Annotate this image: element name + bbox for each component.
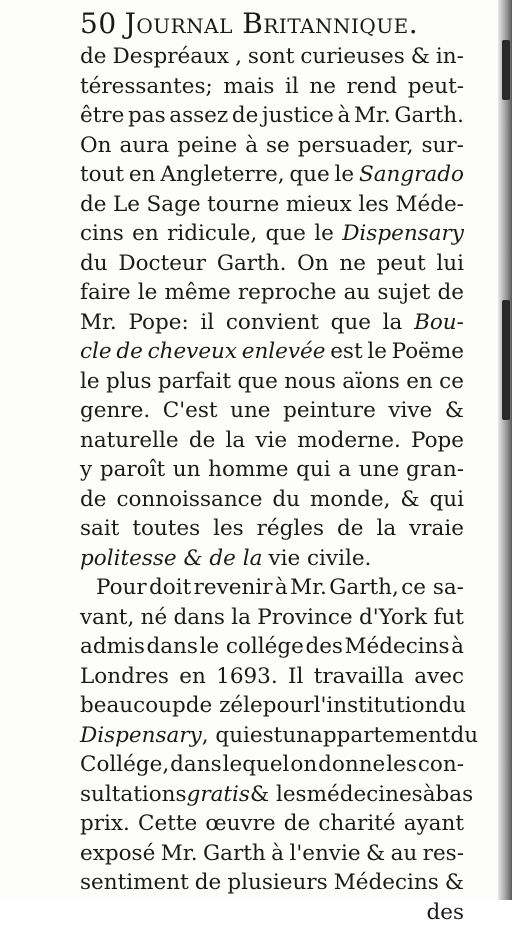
- text-line: [80, 278, 464, 308]
- word: du: [438, 691, 466, 721]
- word: Province: [257, 603, 352, 633]
- word: Il: [288, 662, 303, 692]
- page-header: [80, 6, 480, 42]
- word: d'York: [359, 603, 427, 633]
- text-line: [80, 632, 464, 662]
- text-line: [80, 160, 464, 190]
- word: rend: [347, 72, 398, 102]
- word: ayant: [404, 809, 464, 839]
- italic-word: enlevée: [242, 337, 326, 367]
- word: bas: [436, 780, 474, 810]
- italic-word: cheveux: [148, 337, 237, 367]
- text-line: [80, 780, 464, 810]
- word: né: [141, 603, 168, 633]
- word: des: [305, 632, 343, 662]
- word: dans: [146, 632, 197, 662]
- word: doit: [149, 573, 191, 603]
- word: &: [445, 396, 464, 426]
- word: moderne.: [297, 426, 401, 456]
- italic-word: de: [116, 337, 143, 367]
- word: plus: [106, 367, 152, 397]
- word: les: [358, 190, 389, 220]
- word: exposé: [80, 839, 155, 869]
- word: en: [406, 367, 433, 397]
- gutter-mark: [502, 300, 510, 420]
- word: paroît: [100, 455, 165, 485]
- word: la: [231, 603, 251, 633]
- word: le: [80, 367, 100, 397]
- word: que: [331, 308, 371, 338]
- word: ce: [439, 367, 464, 397]
- word: Mr.: [290, 573, 327, 603]
- word: On: [297, 249, 328, 279]
- word: Médecins: [334, 868, 439, 898]
- word: avec: [414, 662, 464, 692]
- word: on: [290, 750, 317, 780]
- word: vie civile.: [268, 544, 371, 574]
- italic-word: Dispensary: [342, 219, 464, 249]
- word: en: [179, 662, 206, 692]
- word: être: [80, 101, 124, 131]
- word: travailla: [314, 662, 404, 692]
- word: charité: [318, 809, 395, 839]
- word: à: [337, 101, 350, 131]
- word: Garth,: [329, 573, 399, 603]
- word: monde,: [310, 485, 391, 515]
- word: curieuses: [300, 42, 404, 72]
- word: Garth.: [394, 101, 464, 131]
- italic-word: Bou-: [414, 308, 464, 338]
- word: la: [225, 426, 245, 456]
- word: vraie: [409, 514, 464, 544]
- word: les: [386, 750, 417, 780]
- word: &: [400, 485, 419, 515]
- word: Mr.: [80, 308, 117, 338]
- word: justice: [262, 101, 334, 131]
- word: ,: [235, 42, 242, 72]
- word: & les: [250, 780, 307, 810]
- word: &: [411, 42, 430, 72]
- word: régles: [257, 514, 324, 544]
- word: médecines: [307, 780, 423, 810]
- text-line: [80, 367, 464, 397]
- word: de zéle: [186, 691, 263, 721]
- word: Angleterre,: [160, 160, 284, 190]
- word: naturelle: [80, 426, 179, 456]
- word: a: [338, 455, 351, 485]
- word: une: [230, 396, 270, 426]
- word: beaucoup: [80, 691, 186, 721]
- text-line: [80, 337, 464, 367]
- word: mieux: [286, 190, 352, 220]
- text-line: [80, 662, 464, 692]
- word: Docteur: [118, 249, 206, 279]
- page-number: 50: [80, 7, 117, 40]
- word: est: [250, 721, 282, 751]
- word: sujet: [377, 278, 430, 308]
- word: au: [391, 839, 418, 869]
- word: les: [213, 514, 244, 544]
- word: le: [314, 219, 334, 249]
- word: est: [330, 337, 362, 367]
- text-line: [80, 868, 464, 898]
- text-line: [80, 809, 464, 839]
- word: le: [367, 337, 387, 367]
- word: Garth.: [217, 249, 287, 279]
- word: de: [232, 101, 259, 131]
- word: que: [266, 219, 306, 249]
- word: Londres: [80, 662, 169, 692]
- word: Pope:: [128, 308, 188, 338]
- text-line: [80, 190, 464, 220]
- word: y: [80, 455, 92, 485]
- word: con-: [418, 750, 464, 780]
- word: mais: [223, 72, 274, 102]
- word: qui: [429, 485, 464, 515]
- word: res-: [423, 839, 464, 869]
- word: à: [271, 839, 284, 869]
- word: assez: [169, 101, 228, 131]
- word: tourne: [207, 190, 279, 220]
- word: toutes: [132, 514, 200, 544]
- word: à: [245, 131, 258, 161]
- word: aura: [119, 131, 169, 161]
- text-line: [80, 72, 464, 102]
- word: vant,: [80, 603, 134, 633]
- word: Mr.: [161, 839, 198, 869]
- text-line: [80, 721, 464, 751]
- word: du: [272, 485, 300, 515]
- word: peut-: [408, 72, 464, 102]
- word: pour: [263, 691, 314, 721]
- word: ridicule,: [167, 219, 257, 249]
- word: la: [376, 514, 396, 544]
- word: de: [337, 514, 364, 544]
- word: sentiment: [80, 868, 189, 898]
- word: Méde-: [395, 190, 464, 220]
- word: la: [383, 308, 403, 338]
- word: il: [200, 308, 214, 338]
- word: Collége,: [80, 750, 169, 780]
- word: sont: [248, 42, 294, 72]
- word: lui: [436, 249, 464, 279]
- word: On: [80, 131, 111, 161]
- word: de: [80, 190, 107, 220]
- word: persuader,: [298, 131, 414, 161]
- body-text: [80, 42, 464, 927]
- word: en: [132, 219, 159, 249]
- word: vive: [388, 396, 432, 426]
- word: tout: [80, 160, 124, 190]
- word: &: [366, 839, 385, 869]
- word: un: [282, 721, 310, 751]
- word: appartement: [310, 721, 450, 751]
- word: ce sa-: [401, 573, 464, 603]
- word: au: [344, 278, 371, 308]
- word: même: [165, 278, 231, 308]
- word: qui: [296, 455, 331, 485]
- word: parfait: [158, 367, 231, 397]
- word: Pope: [411, 426, 464, 456]
- word: de: [80, 485, 107, 515]
- word: faire: [80, 278, 131, 308]
- gutter-mark: [502, 40, 510, 100]
- text-line: [80, 101, 464, 131]
- word: vie: [255, 426, 287, 456]
- italic-word: Sangrado: [359, 160, 464, 190]
- text-line: [80, 219, 464, 249]
- word: Despréaux: [113, 42, 230, 72]
- word: se: [266, 131, 290, 161]
- text-line: [80, 691, 464, 721]
- word: dans: [170, 750, 221, 780]
- word: des: [426, 898, 464, 927]
- word: prix.: [80, 809, 130, 839]
- word: sultations: [80, 780, 187, 810]
- word: lequel: [223, 750, 290, 780]
- word: un: [173, 455, 201, 485]
- word: Cette: [138, 809, 197, 839]
- word: peinture: [283, 396, 376, 426]
- word: téressantes;: [80, 72, 213, 102]
- word: revenir: [194, 573, 273, 603]
- italic-word: Dispensary: [80, 721, 202, 751]
- text-line: [80, 455, 464, 485]
- word: sur-: [421, 131, 463, 161]
- word: , qui: [202, 721, 250, 751]
- word: 1693.: [216, 662, 278, 692]
- text-line: [80, 426, 464, 456]
- text-line: [80, 514, 464, 544]
- word: l'institution: [314, 691, 439, 721]
- word: peine: [177, 131, 237, 161]
- word: de: [284, 809, 311, 839]
- word: de: [437, 278, 464, 308]
- word: plusieurs: [227, 868, 327, 898]
- word: en: [129, 160, 156, 190]
- italic-word: gratis: [187, 780, 250, 810]
- word: &: [445, 868, 464, 898]
- text-line: [80, 544, 464, 574]
- word: fut: [434, 603, 464, 633]
- word: peut: [377, 249, 426, 279]
- word: du: [80, 249, 108, 279]
- word: Le: [113, 190, 140, 220]
- word: donne: [318, 750, 385, 780]
- word: à: [423, 780, 436, 810]
- text-line: [80, 308, 464, 338]
- word: Pour: [96, 573, 147, 603]
- text-line: [80, 839, 464, 869]
- text-line: [80, 249, 464, 279]
- word: une gran-: [359, 455, 464, 485]
- word: ne: [339, 249, 366, 279]
- word: de: [189, 426, 216, 456]
- word: connoissance: [116, 485, 262, 515]
- word: homme: [208, 455, 288, 485]
- text-line: [80, 485, 464, 515]
- italic-word: politesse & de la: [80, 544, 262, 574]
- word: Garth: [203, 839, 266, 869]
- word: de: [195, 868, 222, 898]
- word: à: [275, 573, 288, 603]
- word: in-: [436, 42, 464, 72]
- text-line: [80, 603, 464, 633]
- word: aïons: [342, 367, 400, 397]
- text-line: [80, 573, 464, 603]
- word: Médecins: [345, 632, 450, 662]
- text-line: [80, 42, 464, 72]
- word: Sage: [147, 190, 201, 220]
- word: Poëme: [392, 337, 464, 367]
- word: C'est: [163, 396, 218, 426]
- word: du: [450, 721, 478, 751]
- running-title: Journal Britannique.: [125, 7, 419, 40]
- word: cins: [80, 219, 124, 249]
- page-gutter: [498, 0, 512, 900]
- word: le: [138, 278, 158, 308]
- word: de: [80, 42, 107, 72]
- word: il: [285, 72, 299, 102]
- word: Mr.: [354, 101, 391, 131]
- word: genre.: [80, 396, 150, 426]
- word: œuvre: [205, 809, 275, 839]
- word: ne: [309, 72, 336, 102]
- word: convient: [226, 308, 319, 338]
- word: que: [289, 160, 329, 190]
- word: sait: [80, 514, 119, 544]
- word: nous: [284, 367, 336, 397]
- word: reproche: [238, 278, 337, 308]
- word: le: [335, 160, 355, 190]
- word: pas: [128, 101, 166, 131]
- word: dans: [174, 603, 225, 633]
- text-line: [80, 898, 464, 927]
- word: le collége: [199, 632, 303, 662]
- text-line: [80, 396, 464, 426]
- italic-word: cle: [80, 337, 112, 367]
- text-line: [80, 750, 464, 780]
- word: que: [237, 367, 277, 397]
- text-line: [80, 131, 464, 161]
- word: à: [451, 632, 464, 662]
- word: admis: [80, 632, 145, 662]
- word: l'envie: [289, 839, 360, 869]
